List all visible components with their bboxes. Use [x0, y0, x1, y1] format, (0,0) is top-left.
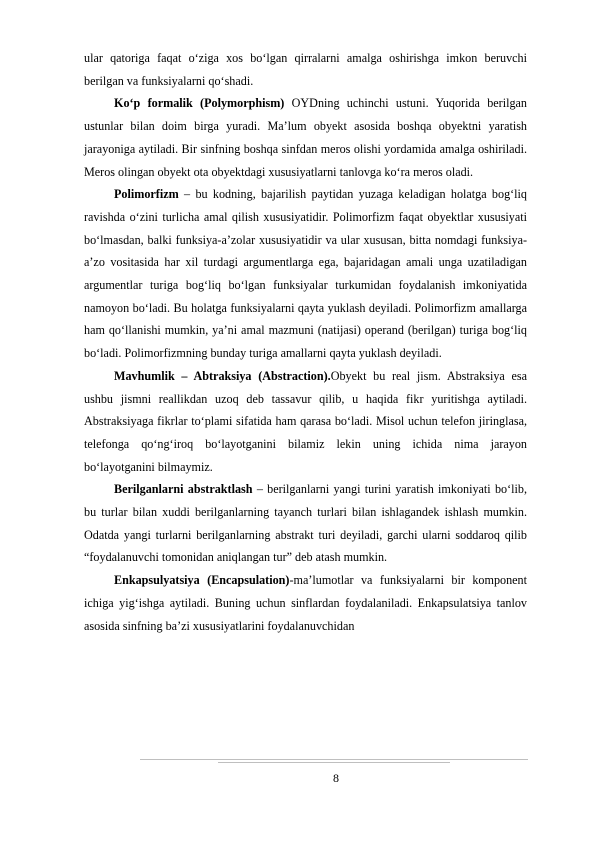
paragraph-text: Obyekt bu real jism. Abstraksiya esa ushbu jismni reallikdan uzoq deb tassavur qilib, u haqida fikr yuritishga aytiladi. Abstraksiyaga fikrlar to‘plami sifatida ham qarasa bo‘ladi. Misol uchun telefon jiringlasa, telefonga qo‘ng‘iroq bo‘layotganini bilamiz lekin uning ichida nima jarayon bo‘layotganini bilmaymiz.	[84, 368, 527, 474]
term-data-abstraction: Berilganlarni abstraktlash	[114, 482, 253, 497]
paragraph-encapsulation	[84, 569, 527, 637]
paragraph-polymorphism	[84, 92, 527, 183]
paragraph-polimorfizm	[84, 183, 527, 365]
paragraph-text: – bu kodning, bajarilish paytidan yuzaga keladigan holatga bog‘liq ravishda o‘zini turlicha amal qilish xususiyatidir. Polimorfizm faqat obyektlar xususiyati bo‘lmasdan, balki funksiya-a’zolar xususiyatidir va ular xususan, bitta nomdagi funksiya-a’zo vositasida har xil turdagi argumentlarga ega, bajaridagan amali unga uzatiladigan argumentlar turiga bog‘liq bo‘lgan funksiyalar turkumidan foydalanish imkoniyatida namoyon bo‘ladi. Bu holatga funksiyalarni qayta yuklash deyiladi. Polimorfizm amallarga ham qo‘llanishi mumkin, ya’ni amal mazmuni (natijasi) operand (berilgan) turiga bog‘liq bo‘ladi. Polimorfizmning bunday turiga amallarni qayta yuklash deyiladi.	[84, 187, 527, 361]
page-number: 8	[333, 771, 339, 785]
paragraph-text: – berilganlarni yangi turini yaratish imkoniyati bo‘lib, bu turlar bilan xuddi berilganlarning tayanch turlari bilan ishlagandek ishlash mumkin. Odatda yangi turlarni berilganlarning abstrakt turi deyiladi, garchi ularni soddaroq qilib “foydalanuvchi tomonidan aniqlangan tur” deb atash mumkin.	[84, 482, 527, 565]
footer-line-top	[140, 759, 528, 760]
paragraph-abstraction	[84, 365, 527, 479]
paragraph-continuation	[84, 47, 527, 92]
term-polymorphism: Ko‘p formalik (Polymorphism)	[114, 96, 285, 111]
paragraph-text: -ma’lumotlar va funksiyalarni bir komponent ichiga yig‘ishga aytiladi. Buning uchun sinflardan foydalaniladi. Enkapsulatsiya tanlov asosida sinfning ba’zi xususiyatlarini foydalanuvchidan	[84, 573, 527, 633]
term-polimorfizm: Polimorfizm	[114, 187, 179, 202]
term-abstraction: Mavhumlik – Abtraksiya (Abstraction).	[114, 368, 331, 383]
footer-line-bottom	[218, 762, 450, 763]
term-encapsulation: Enkapsulyatsiya (Encapsulation)	[114, 573, 290, 588]
paragraph-data-abstraction	[84, 478, 527, 569]
document-body	[84, 47, 527, 637]
footer-divider	[140, 759, 528, 763]
paragraph-text: ular qatoriga faqat o‘ziga xos bo‘lgan qirralarni amalga oshirishga imkon beruvchi berilgan va funksiyalarni qo‘shadi.	[84, 51, 527, 88]
paragraph-text: OYDning uchinchi ustuni. Yuqorida berilgan ustunlar bilan doim birga yuradi. Ma’lum obyekt asosida boshqa obyektni yaratish jarayoniga aytiladi. Bir sinfning boshqa sinfdan meros olishi yordamida amalga oshiriladi. Meros olingan obyekt ota obyektdagi xususiyatlarni tanlovga ko‘ra meros oladi.	[84, 96, 527, 179]
